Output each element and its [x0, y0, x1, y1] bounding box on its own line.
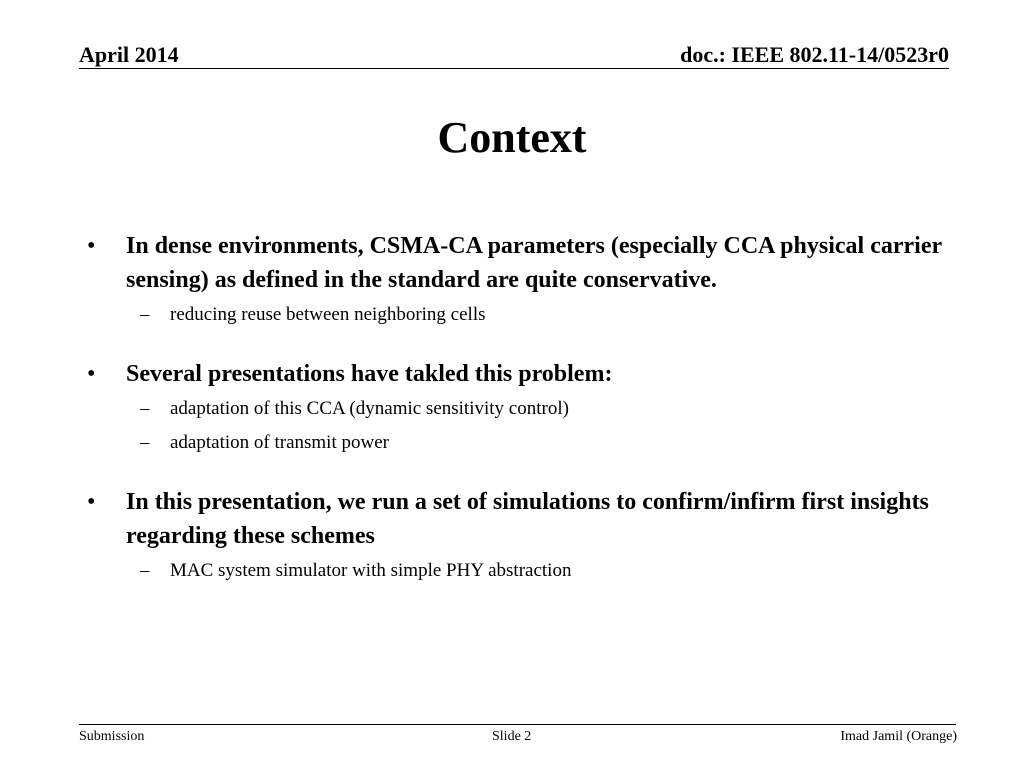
sub-bullet-item [84, 393, 944, 425]
header-divider [79, 68, 949, 69]
sub-bullet-item [84, 555, 944, 587]
bullet-text: Several presentations have takled this problem: [126, 361, 613, 387]
header-doc-id: doc.: IEEE 802.11-14/0523r0 [680, 42, 949, 67]
bullet-item [84, 357, 944, 391]
dash-icon: – [140, 560, 150, 581]
dash-icon: – [140, 398, 150, 419]
sub-bullet-item [84, 299, 944, 331]
bullet-item [84, 229, 944, 297]
footer-author: Imad Jamil (Orange) [840, 729, 957, 744]
spacer [84, 459, 944, 485]
dash-icon: – [140, 304, 150, 325]
bullet-icon: • [87, 361, 96, 387]
sub-bullet-text: reducing reuse between neighboring cells [170, 304, 486, 325]
slide-body [84, 229, 944, 587]
footer-divider [79, 724, 956, 725]
footer-submission: Submission [79, 729, 145, 744]
slide-number: Slide 2 [492, 729, 532, 744]
slide-title: Context [437, 113, 587, 162]
spacer [84, 331, 944, 357]
bullet-text: In this presentation, we run a set of simulations to confirm/infirm first insights regarding these schemes [126, 489, 929, 549]
dash-icon: – [140, 432, 150, 453]
bullet-item [84, 485, 944, 553]
sub-bullet-text: MAC system simulator with simple PHY abstraction [170, 560, 572, 581]
bullet-icon: • [87, 233, 96, 259]
sub-bullet-text: adaptation of transmit power [170, 432, 389, 453]
sub-bullet-text: adaptation of this CCA (dynamic sensitivity control) [170, 398, 569, 419]
header-date: April 2014 [79, 42, 179, 67]
sub-bullet-item [84, 427, 944, 459]
bullet-text: In dense environments, CSMA-CA parameters (especially CCA physical carrier sensing) as defined in the standard are quite conservative. [126, 233, 942, 293]
bullet-icon: • [87, 489, 96, 515]
